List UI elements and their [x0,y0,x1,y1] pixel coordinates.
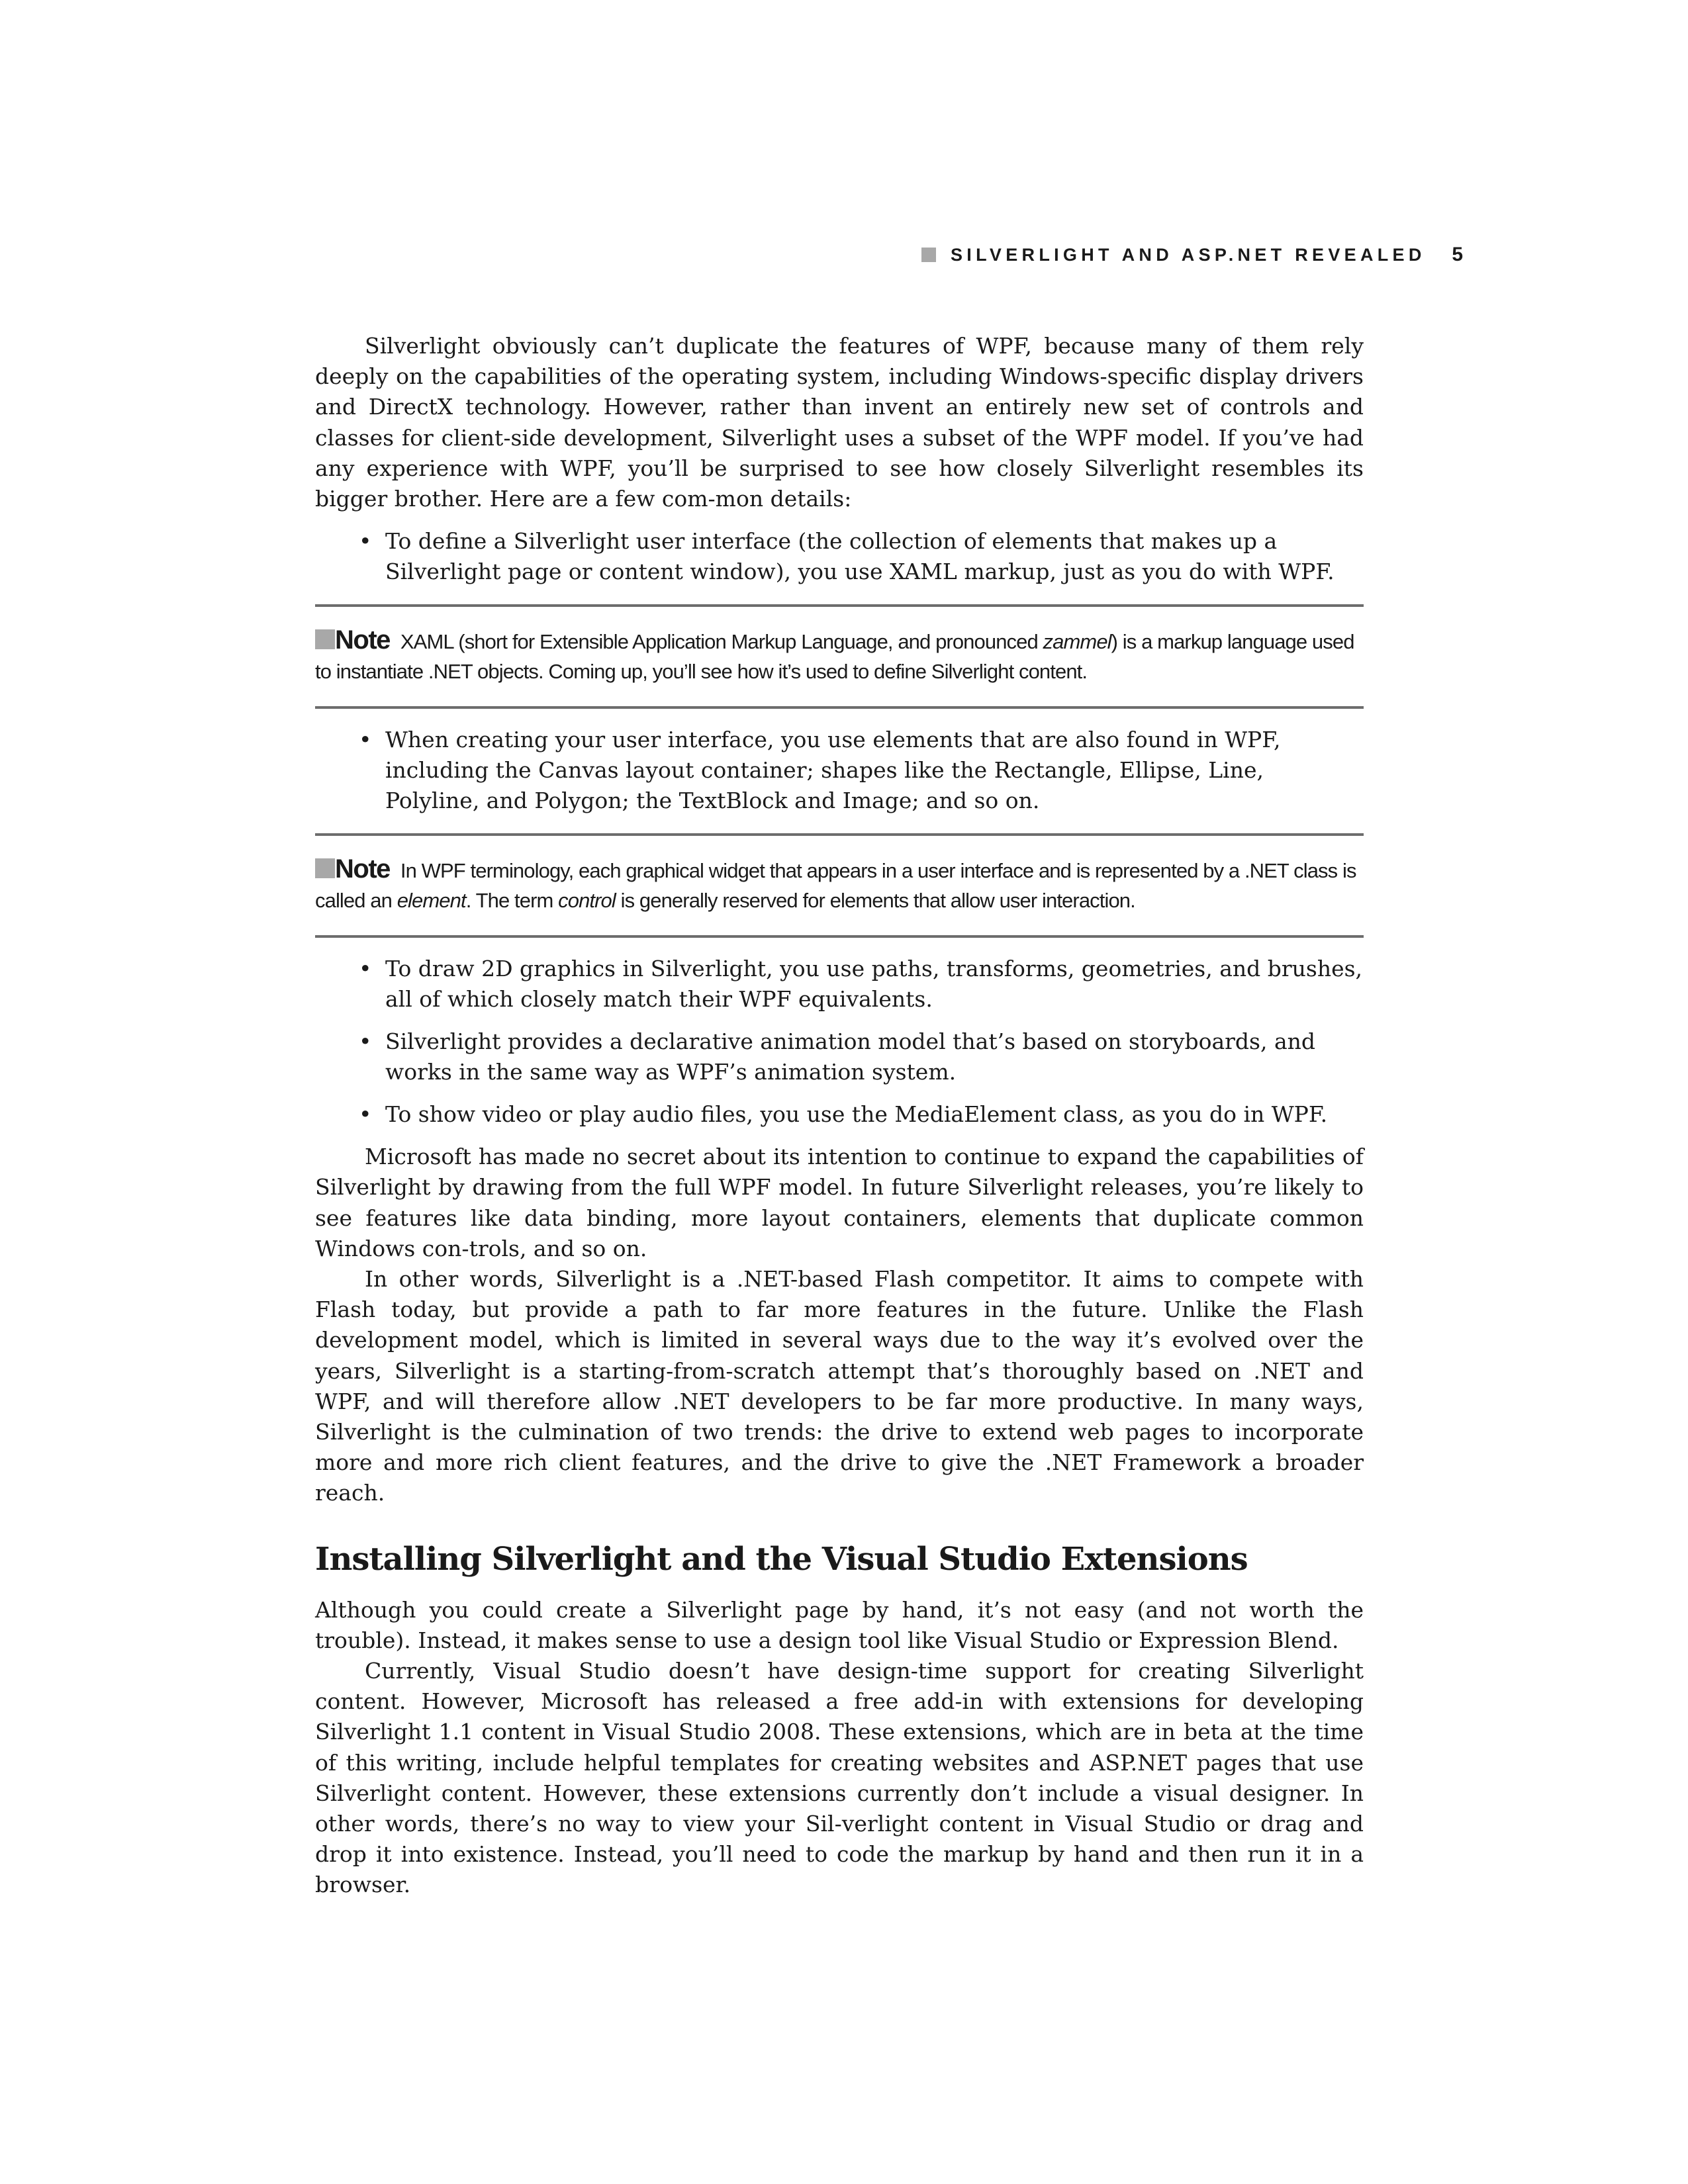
bullet-item-1 [315,526,1364,587]
bullet-item-2 [315,725,1364,816]
bullet-icon: • [359,956,372,982]
note-square-icon [315,858,335,878]
paragraph-2: Microsoft has made no secret about its intention to continue to expand the capabilities of Silverlight by drawing from the full WPF model. In future Silverlight releases, you’re likely to see features like data binding, more layout containers, elements that duplicate common Windows con-trols, and so on. [315,1144,1364,1261]
header-square-icon [921,248,936,262]
note-box-1 [315,604,1364,709]
note-text: In WPF terminology, each graphical widget that appears in a user interface and is represented by a .NET class is called an [315,859,1356,913]
paragraph-1: Silverlight obviously can’t duplicate the features of WPF, because many of them rely deeply on the capabilities of the operating system, including Windows-specific display drivers and DirectX technology. However, rather than invent an entirely new set of controls and classes for client-side development, Silverlight uses a subset of the WPF model. If you’ve had any experience with WPF, you’ll be surprised to see how closely Silverlight resembles its bigger brother. Here are a few com-mon details: [315,333,1364,512]
bullet-item-4 [315,1026,1364,1087]
page-number: 5 [1452,244,1463,265]
bullet-list-1 [315,526,1364,587]
bullet-text: When creating your user interface, you use elements that are also found in WPF, including the Canvas layout container; shapes like the Rectangle, Ellipse, Line, Polyline, and Polygon; the TextBlock and Image; and so on. [385,727,1281,814]
paragraph-5: Currently, Visual Studio doesn’t have design-time support for creating Silverlight content. However, Microsoft has released a free add-in with extensions for developing Silverlight 1.1 content in Visual Studio 2008. These extensions, which are in beta at the time of this writing, include helpful templates for creating websites and ASP.NET pages that use Silverlight content. However, these extensions currently don’t include a visual designer. In other words, there’s no way to view your Sil-verlight content in Visual Studio or drag and drop it into existence. Instead, you’ll need to code the markup by hand and then run it in a browser. [315,1658,1364,1898]
note-label: Note [335,625,390,655]
bullet-icon: • [359,727,372,753]
note-text: XAML (short for Extensible Application Markup Language, and pronounced [400,630,1043,654]
note-emphasis: control [558,889,616,913]
bullet-text: To define a Silverlight user interface (the collection of elements that makes up a Silverlight page or content window), you use XAML markup, just as you do with WPF. [385,528,1335,585]
bullet-item-5 [315,1099,1364,1130]
bullet-text: To draw 2D graphics in Silverlight, you use paths, transforms, geometries, and brushes, all of which closely match their WPF equivalents. [385,956,1363,1013]
running-header [921,242,1451,268]
bullet-item-3 [315,954,1364,1015]
bullet-icon: • [359,1101,372,1128]
note-text: ) is a markup language used to instantiate .NET objects. Coming up, you’ll see how it’s used to define Silverlight content. [315,630,1354,684]
bullet-list-2 [315,725,1364,816]
bullet-text: To show video or play audio files, you use the MediaElement class, as you do in WPF. [385,1101,1328,1128]
bullet-text: Silverlight provides a declarative animation model that’s based on storyboards, and works in the same way as WPF’s animation system. [385,1028,1315,1085]
paragraph-4: Although you could create a Silverlight page by hand, it’s not easy (and not worth the trouble). Instead, it makes sense to use a design tool like Visual Studio or Expression Blend. [315,1596,1364,1653]
note-emphasis: zammel [1043,630,1111,654]
section-heading: Installing Silverlight and the Visual Studio Extensions [315,1540,1248,1578]
paragraph-3: In other words, Silverlight is a .NET-based Flash competitor. It aims to compete with Flash today, but provide a path to far more features in the future. Unlike the Flash development model, which is limited in several ways due to the way it’s evolved over the years, Silverlight is a starting-from-scratch attempt that’s thoroughly based on .NET and WPF, and will therefore allow .NET developers to be far more productive. In many ways, Silverlight is the culmination of two trends: the drive to extend web pages to incorporate more and more rich client features, and the drive to give the .NET Framework a broader reach. [315,1266,1364,1506]
note-square-icon [315,629,335,649]
bullet-list-3 [315,954,1364,1130]
note-text: . The term [465,889,559,913]
note-emphasis: element [397,889,466,913]
note-box-2 [315,833,1364,938]
bullet-icon: • [359,1028,372,1055]
note-text: is generally reserved for elements that allow user interaction. [615,889,1135,913]
note-label: Note [335,854,390,884]
page-body [315,331,1364,1901]
bullet-icon: • [359,528,372,555]
running-title: SILVERLIGHT AND ASP.NET REVEALED [951,244,1426,265]
